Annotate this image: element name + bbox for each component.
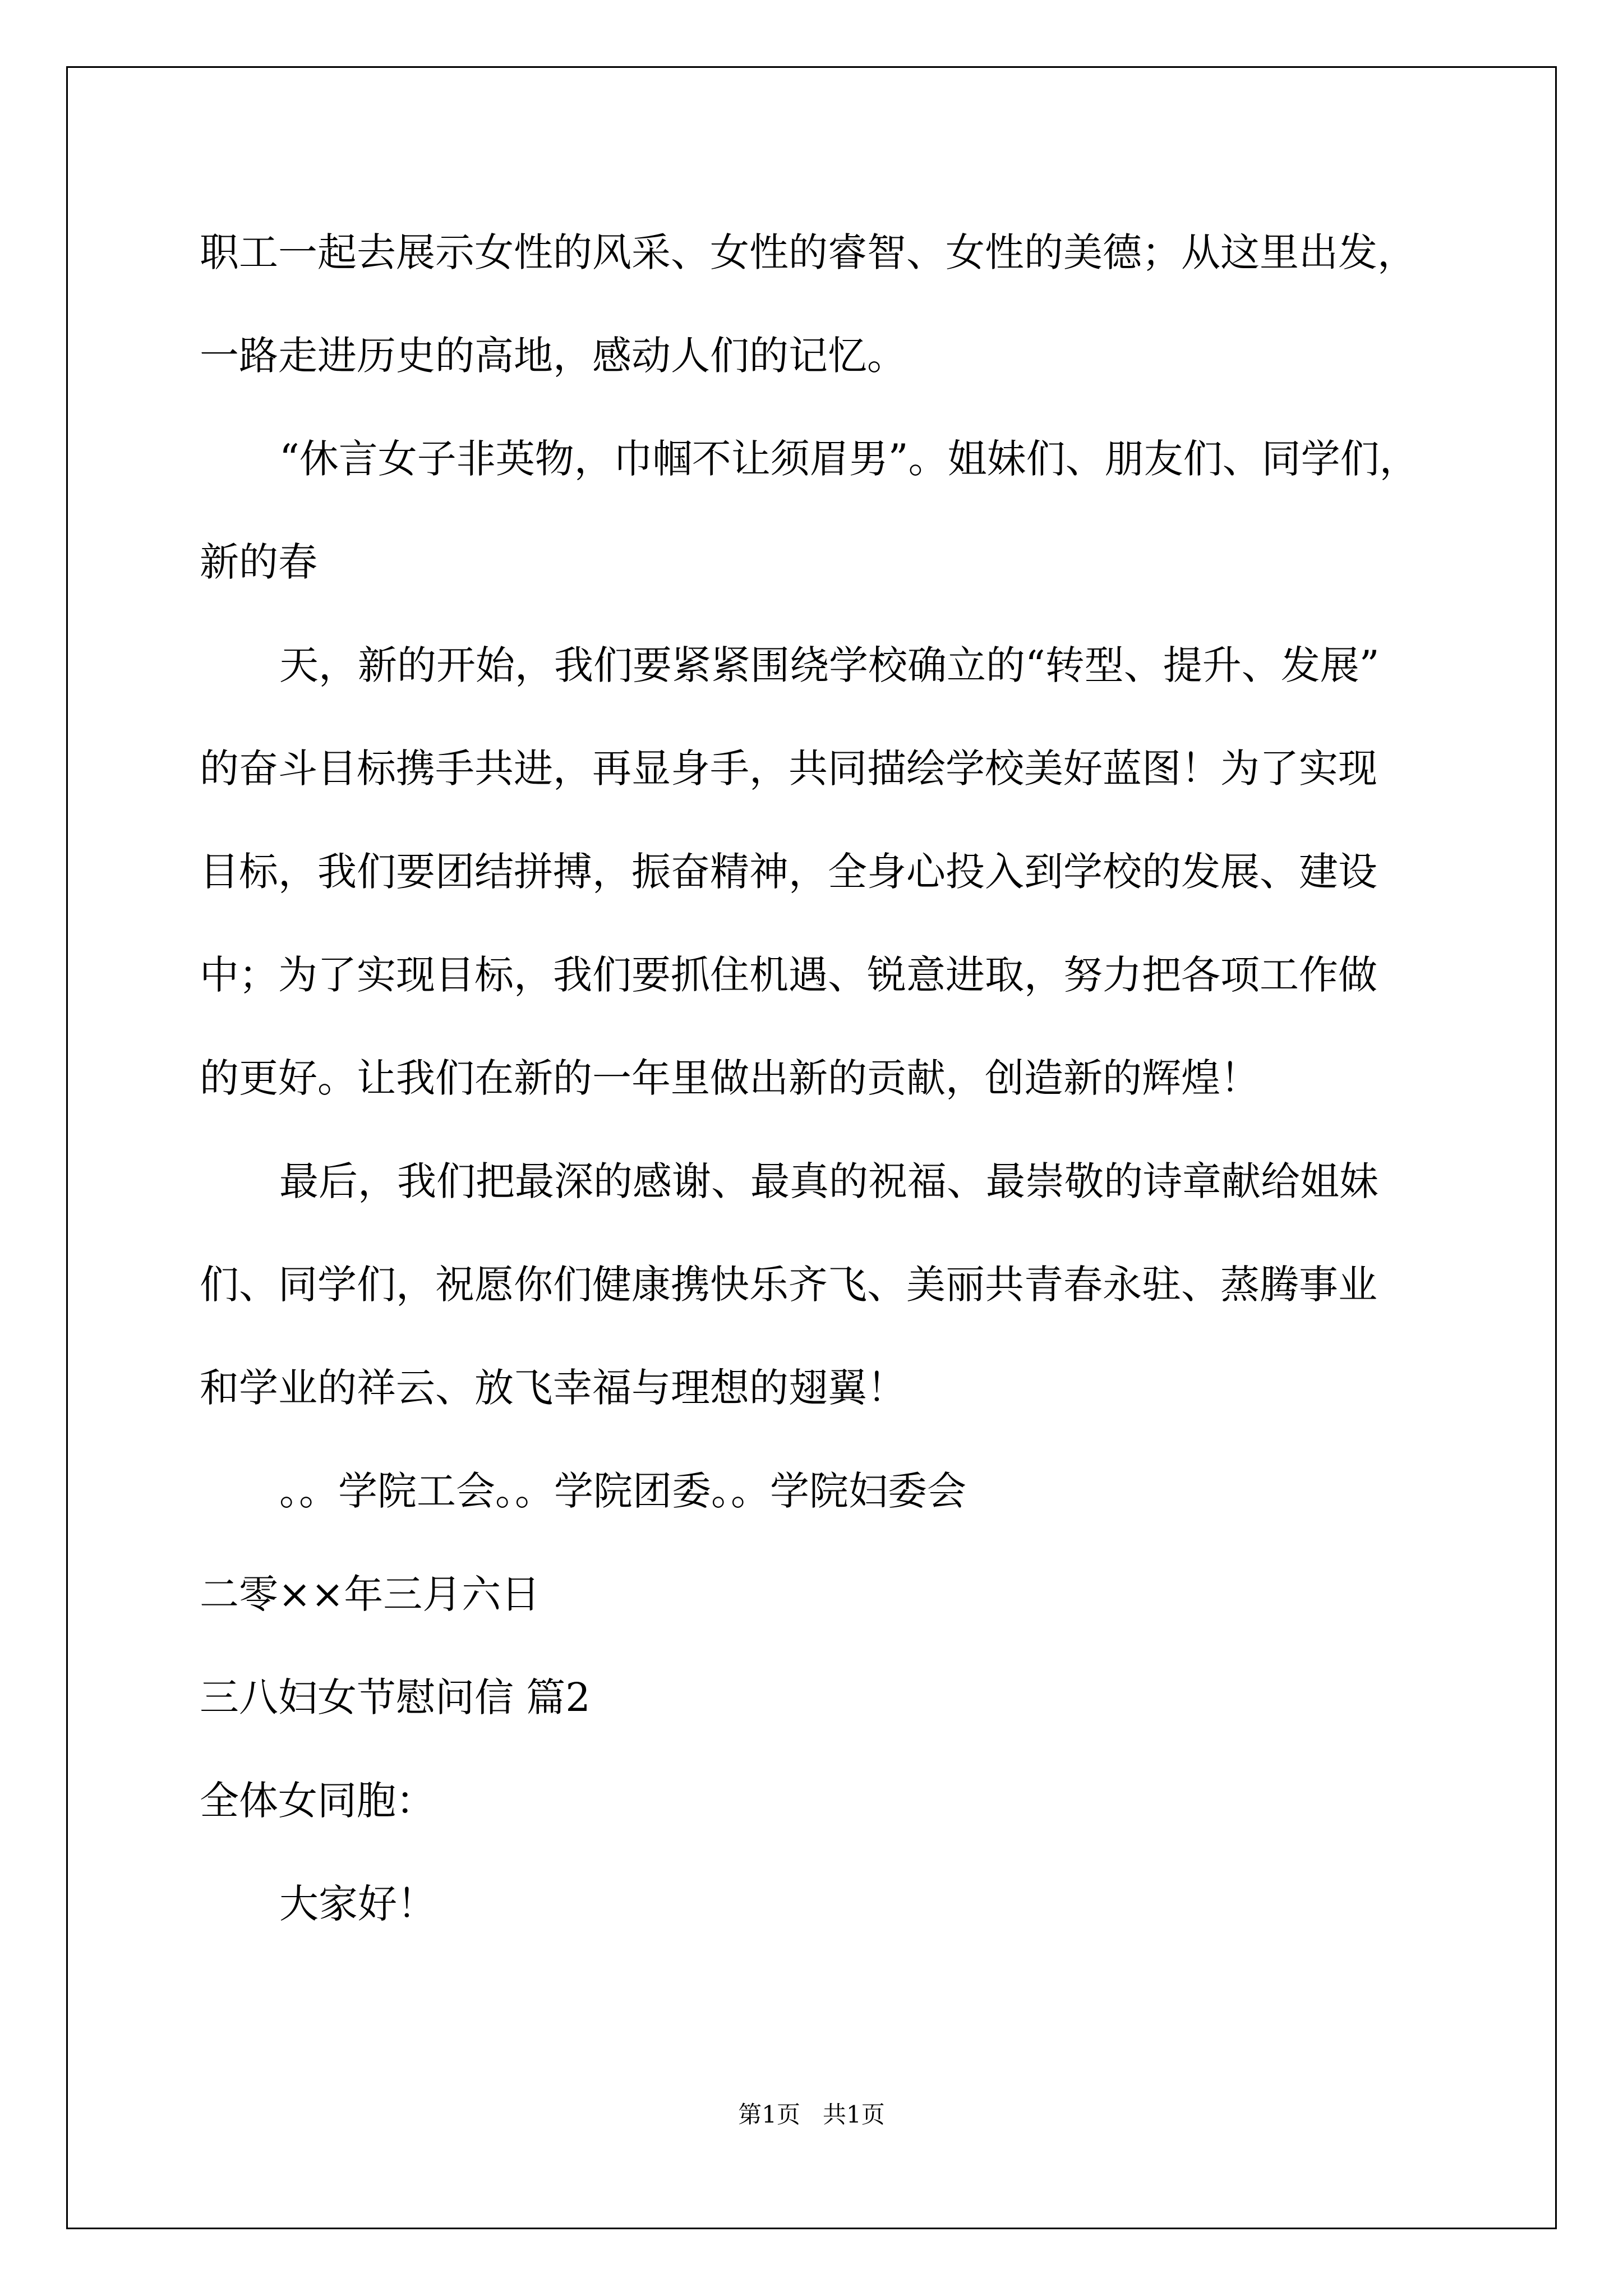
greeting: 大家好！ (279, 1881, 436, 1927)
body-line: 职工一起去展示女性的风采、女性的睿智、女性的美德；从这里出发， (200, 229, 1417, 275)
body-line: 的更好。让我们在新的一年里做出新的贡献，创造新的辉煌！ (200, 1055, 1260, 1101)
body-line: 新的春 (200, 539, 317, 585)
date-line: 二零××年三月六日 (200, 1571, 541, 1617)
page-number-footer: 第1页 共1页 (738, 2101, 885, 2128)
body-line: 最后，我们把最深的感谢、最真的祝福、最崇敬的诗章献给姐妹 (279, 1158, 1378, 1204)
body-line: 目标，我们要团结拼搏，振奋精神，全身心投入到学校的发展、建设 (200, 849, 1377, 895)
salutation: 全体女同胞： (200, 1778, 435, 1824)
body-line: 和学业的祥云、放飞幸福与理想的翅翼！ (200, 1365, 906, 1411)
signature-line: 。。学院工会。。学院团委。。学院妇委会 (279, 1468, 966, 1514)
body-line: 天，新的开始，我们要紧紧围绕学校确立的“转型、提升、发展” (279, 642, 1380, 688)
body-line: “休言女子非英物，巾帼不让须眉男”。姐妹们、朋友们、同学们， (279, 436, 1419, 482)
body-line: 一路走进历史的高地，感动人们的记忆。 (200, 333, 906, 379)
body-line: 的奋斗目标携手共进，再显身手，共同描绘学校美好蓝图！为了实现 (200, 746, 1377, 792)
body-line: 们、同学们，祝愿你们健康携快乐齐飞、美丽共青春永驻、蒸腾事业 (200, 1262, 1377, 1308)
body-line: 中；为了实现目标，我们要抓住机遇、锐意进取，努力把各项工作做 (200, 952, 1377, 998)
section-title: 三八妇女节慰问信 篇2 (200, 1674, 591, 1720)
